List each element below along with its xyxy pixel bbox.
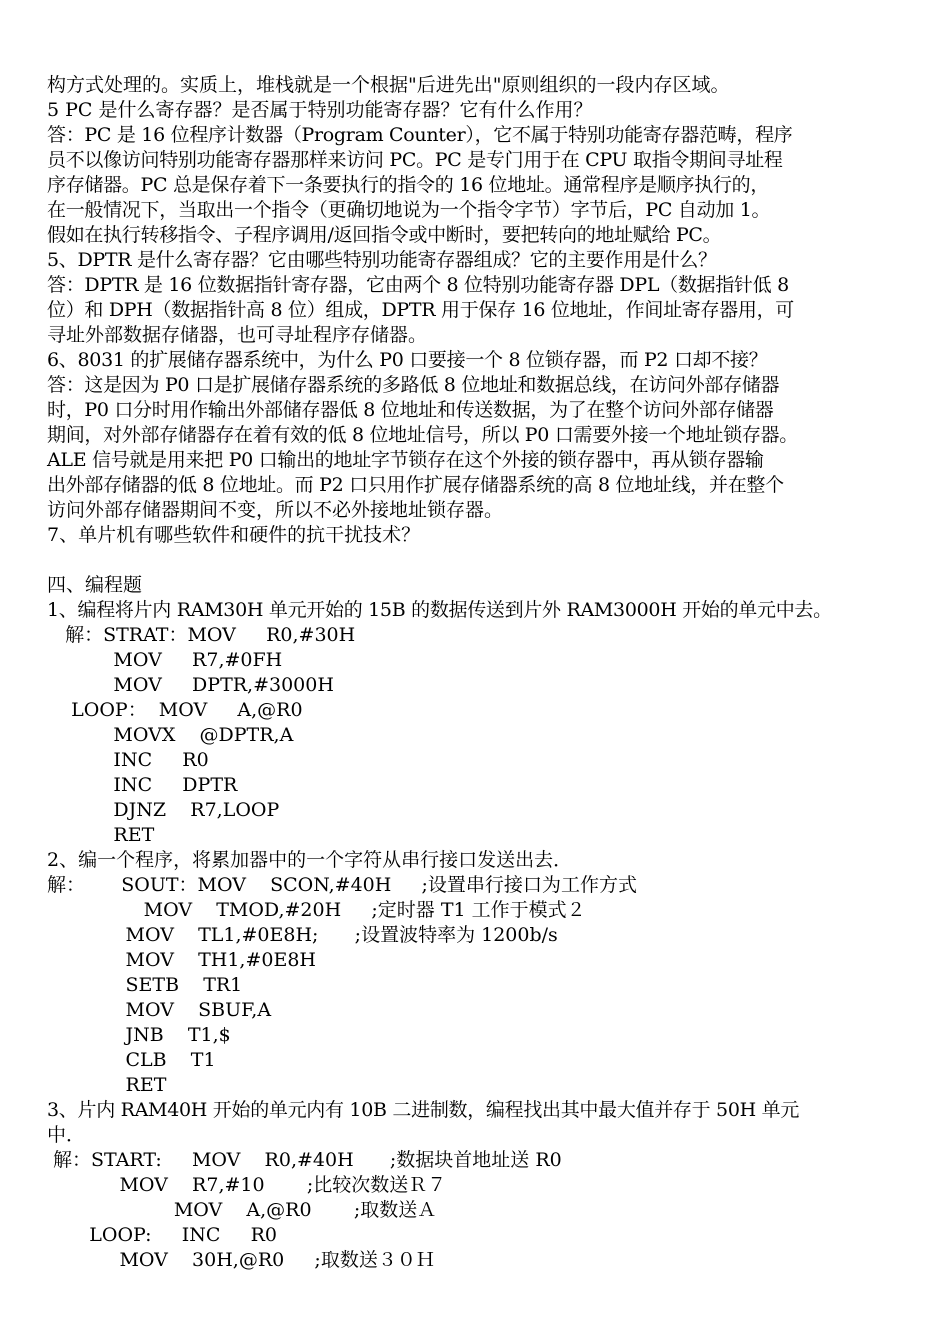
code-line: 解：STRAT：MOV R0,#30H bbox=[47, 624, 356, 646]
answer-line: ALE 信号就是用来把 P0 口输出的地址字节锁存在这个外接的锁存器中，再从锁存器输 bbox=[47, 449, 764, 471]
program-question-3-cont: 中． bbox=[47, 1124, 86, 1146]
code-line: MOV SBUF,A bbox=[47, 999, 272, 1021]
code-line: 解：START: MOV R0,#40H ;数据块首地址送 R0 bbox=[47, 1149, 562, 1171]
code-line: LOOP: INC R0 bbox=[47, 1224, 278, 1246]
code-line: MOV DPTR,#3000H bbox=[47, 674, 334, 696]
code-line: RET bbox=[47, 1074, 167, 1096]
code-line: MOV 30H,@R0 ;取数送３０Ｈ bbox=[47, 1249, 435, 1271]
answer-line: 答：这是因为 P0 口是扩展储存器系统的多路低 8 位地址和数据总线，在访问外部存储器 bbox=[47, 374, 780, 396]
question-7: 7、单片机有哪些软件和硬件的抗干扰技术？ bbox=[47, 524, 421, 546]
question-5-pc: 5 PC 是什么寄存器？是否属于特别功能寄存器？它有什么作用？ bbox=[47, 99, 593, 121]
code-line: MOV R7,#10 ;比较次数送Ｒ７ bbox=[47, 1174, 447, 1196]
code-line: CLB T1 bbox=[47, 1049, 216, 1071]
code-line: MOV A,@R0 ;取数送Ａ bbox=[47, 1199, 437, 1221]
answer-line: 答：DPTR 是 16 位数据指针寄存器，它由两个 8 位特别功能寄存器 DPL（数据指针低 8 bbox=[47, 274, 789, 296]
code-line: MOV TMOD,#20H ;定时器 T1 工作于模式２ bbox=[47, 899, 586, 921]
answer-line: 员不以像访问特别功能寄存器那样来访问 PC。PC 是专门用于在 CPU 取指令期间寻址程 bbox=[47, 149, 783, 171]
code-line: RET bbox=[47, 824, 155, 846]
code-line: LOOP： MOV A,@R0 bbox=[47, 699, 303, 721]
section-heading: 四、编程题 bbox=[47, 574, 143, 596]
code-line: MOV TL1,#0E8H; ;设置波特率为 1200b/s bbox=[47, 924, 558, 946]
code-line: DJNZ R7,LOOP bbox=[47, 799, 280, 821]
answer-line: 假如在执行转移指令、子程序调用/返回指令或中断时，要把转向的地址赋给 PC。 bbox=[47, 224, 722, 246]
code-line: SETB TR1 bbox=[47, 974, 243, 996]
code-line: INC DPTR bbox=[47, 774, 238, 796]
code-line: 解： SOUT：MOV SCON,#40H ;设置串行接口为工作方式 bbox=[47, 874, 637, 896]
document-page bbox=[47, 73, 927, 1273]
program-question-1: 1、编程将片内 RAM30H 单元开始的 15B 的数据传送到片外 RAM3000H 开始的单元中去。 bbox=[47, 599, 832, 621]
code-line: MOV TH1,#0E8H bbox=[47, 949, 316, 971]
answer-line: 寻址外部数据存储器，也可寻址程序存储器。 bbox=[47, 324, 428, 346]
answer-line: 期间，对外部存储器存在着有效的低 8 位地址信号，所以 P0 口需要外接一个地址锁存器。 bbox=[47, 424, 798, 446]
answer-line: 序存储器。PC 总是保存着下一条要执行的指令的 16 位地址。通常程序是顺序执行的， bbox=[47, 174, 770, 196]
program-question-2: 2、编一个程序，将累加器中的一个字符从串行接口发送出去． bbox=[47, 849, 573, 871]
code-line: JNB T1,$ bbox=[47, 1024, 231, 1046]
code-line: MOV R7,#0FH bbox=[47, 649, 283, 671]
text-line: 构方式处理的。实质上，堆栈就是一个根据"后进先出"原则组织的一段内存区域。 bbox=[47, 74, 730, 96]
blank-line bbox=[47, 548, 927, 573]
answer-line: 位）和 DPH（数据指针高 8 位）组成，DPTR 用于保存 16 位地址，作间址寄存器用，可 bbox=[47, 299, 794, 321]
question-6: 6、8031 的扩展储存器系统中，为什么 P0 口要接一个 8 位锁存器，而 P2 口却不接？ bbox=[47, 349, 768, 371]
answer-line: 访问外部存储器期间不变，所以不必外接地址锁存器。 bbox=[47, 499, 504, 521]
answer-line: 时，P0 口分时用作输出外部储存器低 8 位地址和传送数据，为了在整个访问外部存储器 bbox=[47, 399, 774, 421]
answer-line: 出外部存储器的低 8 位地址。而 P2 口只用作扩展存储器系统的高 8 位地址线，并在整个 bbox=[47, 474, 784, 496]
code-line: INC R0 bbox=[47, 749, 209, 771]
answer-line: 在一般情况下，当取出一个指令（更确切地说为一个指令字节）字节后，PC 自动加 1。 bbox=[47, 199, 771, 221]
question-5-dptr: 5、DPTR 是什么寄存器？它由哪些特别功能寄存器组成？它的主要作用是什么？ bbox=[47, 249, 717, 271]
answer-line: 答：PC 是 16 位程序计数器（Program Counter），它不属于特别功能寄存器范畴，程序 bbox=[47, 124, 793, 146]
program-question-3: 3、片内 RAM40H 开始的单元内有 10B 二进制数，编程找出其中最大值并存于 50H 单元 bbox=[47, 1099, 800, 1121]
code-line: MOVX @DPTR,A bbox=[47, 724, 294, 746]
